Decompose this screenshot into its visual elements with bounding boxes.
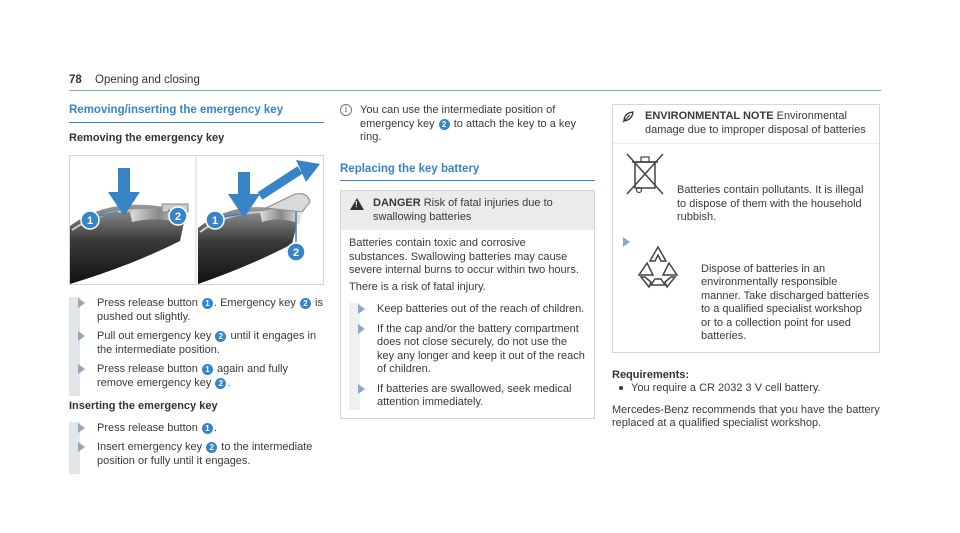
environmental-body [613,144,879,352]
step-arrow-icon [78,442,85,452]
warning-triangle-icon [350,198,364,210]
callout-badge: 2 [439,119,450,130]
column-1 [69,104,324,474]
env-step [621,235,871,344]
danger-step-2: If the cap and/or the battery compartment does not close securely, do not use the key any longer and keep it out of the reach of children. [349,323,586,377]
step-remove-2: Pull out emergency key 2 until it engages in the intermediate position. [69,330,324,357]
danger-body: Batteries contain toxic and corrosive substances. Swallowing batteries may cause severe internal burns to occur within two hours. There is a risk of fatal injury. Keep batteries out of the reach of children. If the cap and/or the battery compartment does not close securely, do not use the key any longer and keep it out of the reach of children. If batteries are swallowed, seek medical attention immediately. [349,237,585,408]
danger-label: DANGER [373,197,421,209]
column-2 [340,104,595,419]
step-remove-1: Press release button 1 . Emergency key 2 is pushed out slightly. [69,297,324,324]
danger-box [340,190,595,419]
step-insert-1: Press release button 1 . [69,422,324,436]
danger-heading: ! DANGER Risk of fatal injuries due to swallowing batteries [341,191,594,230]
info-icon: i [340,104,352,116]
step-remove-3: Press release button 1 again and fully remove emergency key 2 . [69,363,324,390]
callout-badge: 1 [202,298,213,309]
subtitle-removing: Removing the emergency key [69,131,225,144]
section-title-battery: Replacing the key battery [340,163,595,182]
environmental-note-box [612,104,880,353]
step-arrow-icon [78,364,85,374]
subtitle-inserting: Inserting the emergency key [69,400,218,412]
crossed-bin-icon [623,152,669,198]
callout-badge: 2 [300,298,311,309]
env-paragraph: Batteries contain pollutants. It is illegal to dispose of them with the household rubbish. [677,184,864,223]
svg-text:1: 1 [86,215,94,227]
requirement-item: You require a CR 2032 3 V cell battery. [619,382,880,396]
svg-text:2: 2 [292,247,300,259]
step-arrow-icon [358,324,365,334]
page-header [69,74,200,88]
environment-leaf-icon [622,110,635,123]
env-step-text: Dispose of batteries in an environmentally responsible manner. Take discharged batteries to a qualified specialist workshop or to a collection point for used batteries. [701,262,869,342]
step-arrow-icon [358,384,365,394]
step-arrow-icon [78,331,85,341]
callout-2-left [168,207,187,225]
page-number: 78 [69,74,82,86]
section-name: Opening and closing [95,74,200,86]
step-insert-2: Insert emergency key 2 to the intermediate position or fully until it engages. [69,441,324,468]
recycling-icon [635,243,681,289]
svg-text:1: 1 [211,215,219,227]
danger-step-3: If batteries are swallowed, seek medical attention immediately. [349,383,586,410]
svg-text:2: 2 [174,211,182,223]
key-illustration [69,155,324,285]
column-3 [612,104,880,431]
step-arrow-icon [623,237,630,247]
callout-badge: 1 [202,423,213,434]
requirements-title: Requirements: [612,368,690,381]
key-diagram-svg [70,156,323,284]
step-arrow-icon [358,304,365,314]
callout-badge: 1 [202,364,213,375]
callout-badge: 2 [206,442,217,453]
danger-step-1: Keep batteries out of the reach of children. [349,303,586,317]
step-arrow-icon [78,423,85,433]
env-label: ENVIRONMENTAL NOTE [645,110,774,122]
header-rule [69,90,881,91]
closing-paragraph: Mercedes-Benz recommends that you have the battery replaced at a qualified specialist workshop. [612,403,880,429]
environmental-heading: ENVIRONMENTAL NOTE Environmental damage due to improper disposal of batteries [613,105,879,144]
step-arrow-icon [78,298,85,308]
bin-row [621,154,871,225]
section-title-emergency-key: Removing/inserting the emergency key [69,104,324,123]
callout-badge: 2 [215,378,226,389]
info-note: i You can use the intermediate position of emergency key 2 to attach the key to a key ring. [340,104,595,145]
callout-badge: 2 [215,331,226,342]
